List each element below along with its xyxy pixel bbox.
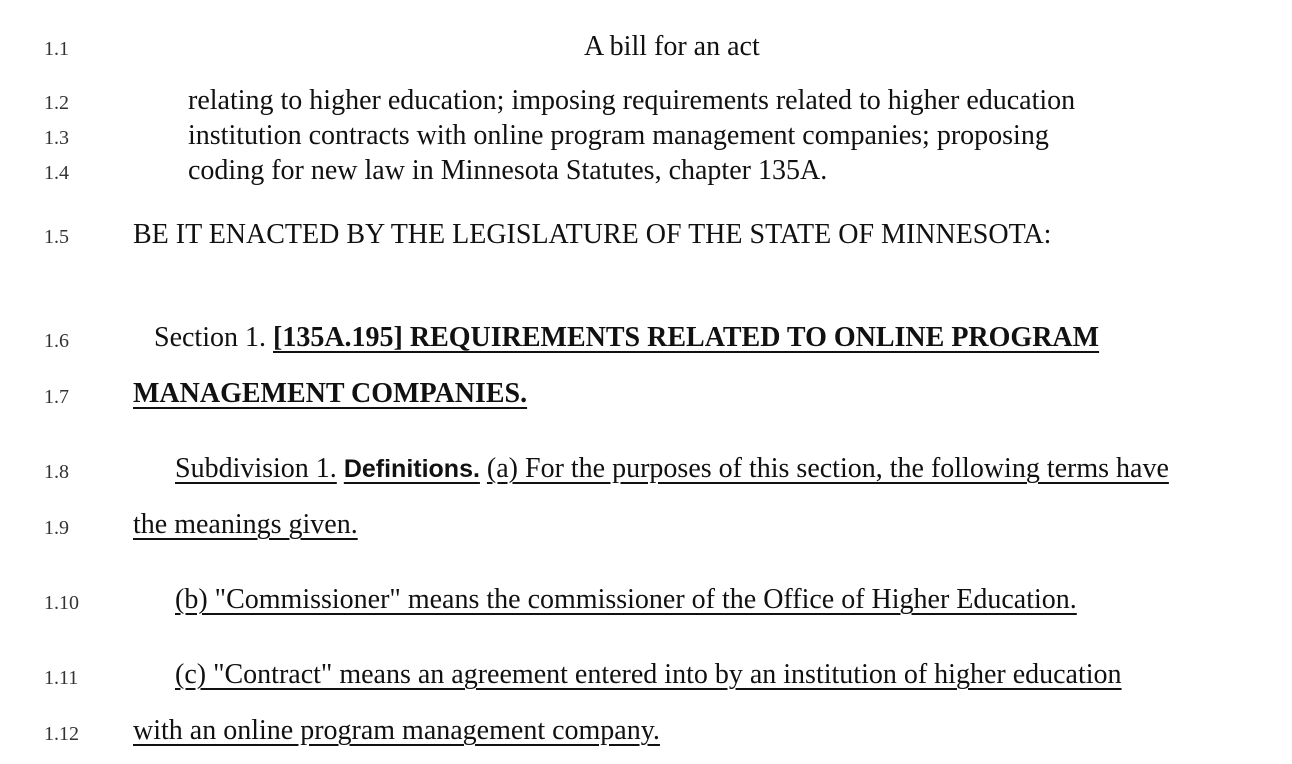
line-number: 1.10: [44, 592, 79, 614]
definition-commissioner: (b) "Commissioner" means the commissioner of the Office of Higher Education.: [175, 584, 1077, 615]
line-number: 1.12: [44, 723, 79, 745]
line-number: 1.8: [44, 461, 69, 483]
enacting-clause: BE IT ENACTED BY THE LEGISLATURE OF THE STATE OF MINNESOTA:: [133, 219, 1052, 250]
line-number: 1.2: [44, 92, 69, 114]
line-number: 1.6: [44, 330, 69, 352]
line-number: 1.5: [44, 226, 69, 248]
section-title: [135A.195] REQUIREMENTS RELATED TO ONLINE PROGRAM: [273, 322, 1100, 353]
relating-clause-line: coding for new law in Minnesota Statutes, chapter 135A.: [188, 155, 828, 186]
line-number: 1.9: [44, 517, 69, 539]
relating-clause-line: institution contracts with online program management companies; proposing: [188, 120, 1049, 151]
subdivision-heading: Definitions.: [343, 455, 480, 483]
subdivision-prefix: Subdivision 1.: [175, 453, 337, 484]
subdivision-text-continued: the meanings given.: [133, 509, 358, 540]
line-number: 1.11: [44, 667, 79, 689]
section-prefix: Section 1.: [154, 322, 266, 353]
section-heading: [154, 322, 1099, 354]
relating-clause-line: relating to higher education; imposing requirements related to higher education: [188, 85, 1076, 116]
subdivision-text: (a) For the purposes of this section, the following terms have: [486, 453, 1169, 484]
subdivision-1: [175, 453, 1169, 485]
line-number: 1.1: [44, 38, 69, 60]
section-title-continued: MANAGEMENT COMPANIES.: [133, 378, 528, 409]
bill-title: A bill for an act: [584, 31, 760, 62]
line-number: 1.3: [44, 127, 69, 149]
line-number: 1.4: [44, 162, 69, 184]
line-number: 1.7: [44, 386, 69, 408]
definition-contract-continued: with an online program management company.: [133, 715, 660, 746]
definition-contract: (c) "Contract" means an agreement entered into by an institution of higher education: [175, 659, 1122, 690]
